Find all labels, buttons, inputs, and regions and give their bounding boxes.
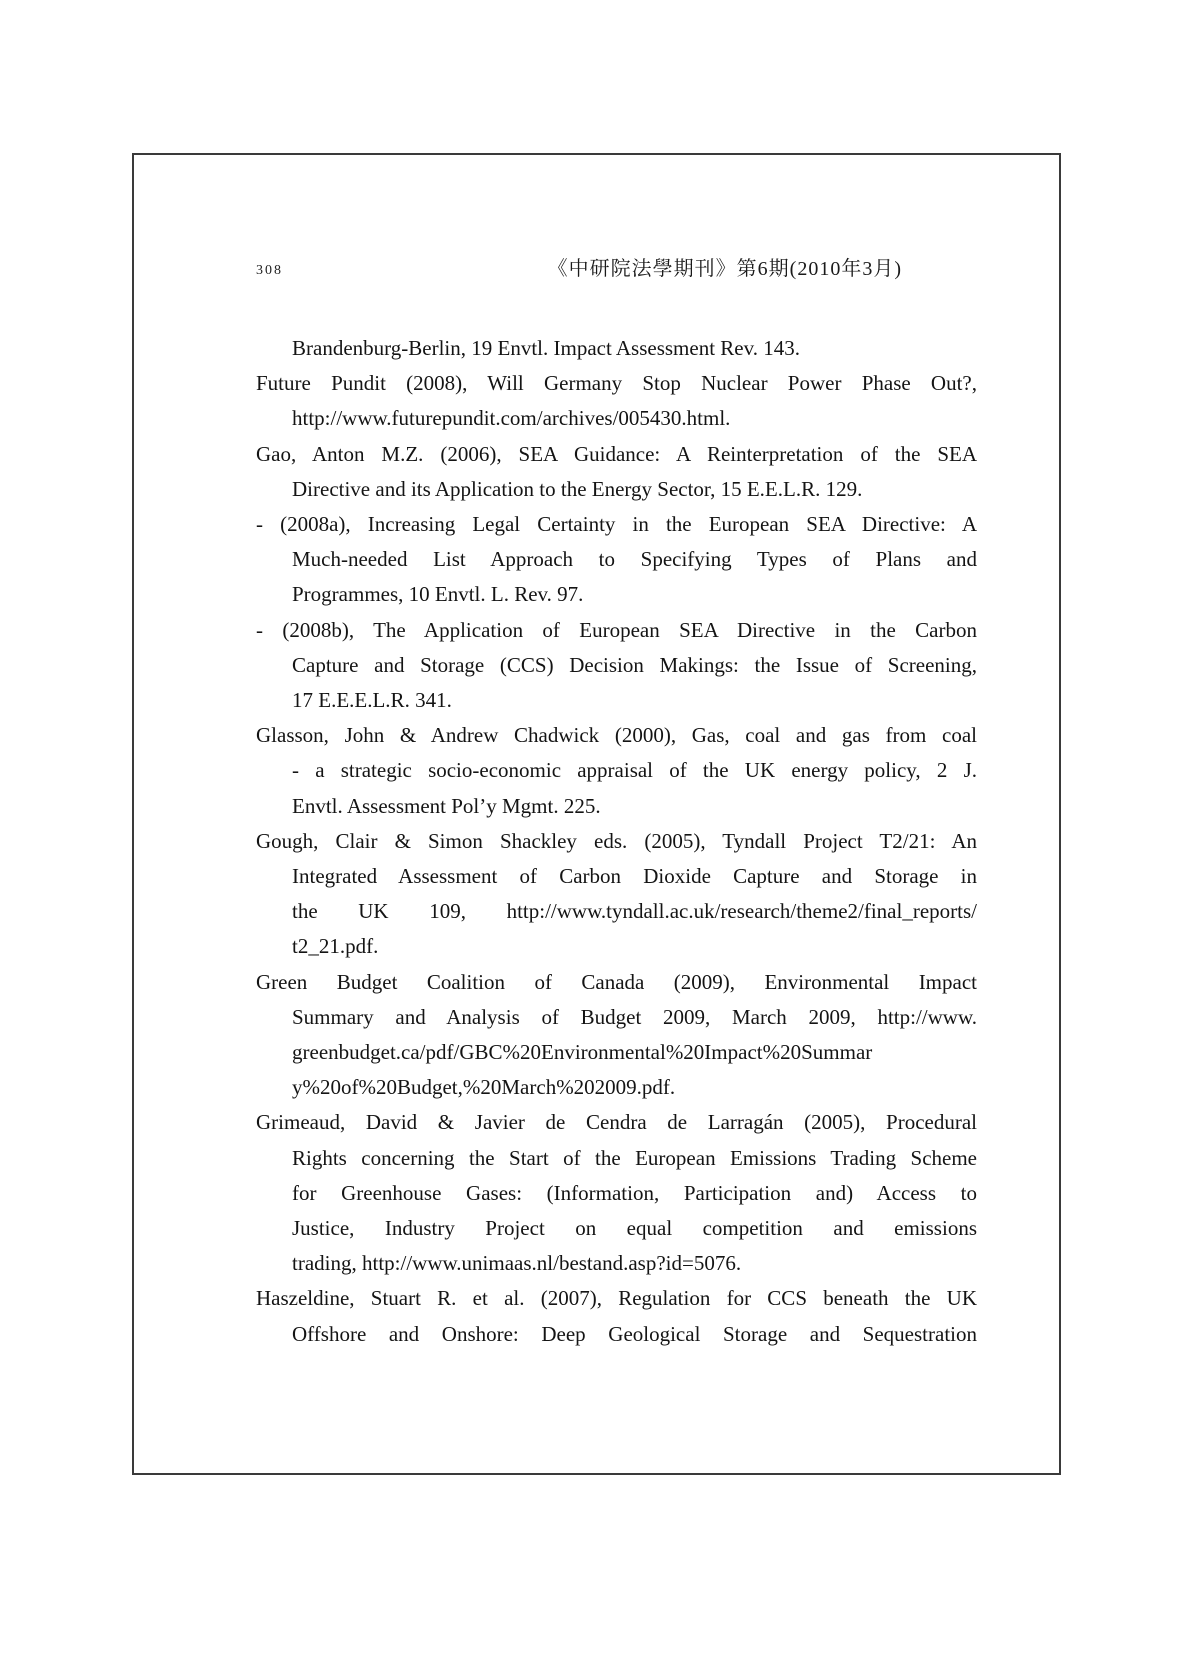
reference-line: Grimeaud, David & Javier de Cendra de Larragán (2005), Procedural bbox=[256, 1110, 977, 1135]
reference-line: for Greenhouse Gases: (Information, Participation and) Access to bbox=[292, 1180, 977, 1205]
page-border bbox=[132, 153, 1061, 1475]
reference-entry bbox=[256, 437, 977, 507]
reference-line: Rights concerning the Start of the European Emissions Trading Scheme bbox=[292, 1145, 977, 1170]
reference-entry bbox=[256, 507, 977, 613]
reference-line: Directive and its Application to the Energy Sector, 15 E.E.L.R. 129. bbox=[292, 476, 863, 501]
reference-line: Offshore and Onshore: Deep Geological Storage and Sequestration bbox=[292, 1321, 977, 1346]
journal-header: 《中研院法學期刊》第6期(2010年3月) bbox=[547, 258, 902, 280]
reference-entry bbox=[256, 718, 977, 824]
reference-line: Programmes, 10 Envtl. L. Rev. 97. bbox=[292, 582, 584, 607]
reference-line: Integrated Assessment of Carbon Dioxide Capture and Storage in bbox=[292, 864, 977, 889]
reference-line: y%20of%20Budget,%20March%202009.pdf. bbox=[292, 1075, 676, 1100]
reference-line: 17 E.E.E.L.R. 341. bbox=[292, 688, 452, 713]
reference-line: Glasson, John & Andrew Chadwick (2000), Gas, coal and gas from coal bbox=[256, 723, 977, 748]
reference-entry bbox=[256, 613, 977, 719]
reference-line: the UK 109, http://www.tyndall.ac.uk/research/theme2/final_reports/ bbox=[292, 899, 977, 924]
reference-line: Summary and Analysis of Budget 2009, March 2009, http://www. bbox=[292, 1004, 977, 1029]
reference-line: greenbudget.ca/pdf/GBC%20Environmental%20Impact%20Summar bbox=[292, 1040, 873, 1065]
reference-line: Envtl. Assessment Pol’y Mgmt. 225. bbox=[292, 793, 601, 818]
references-list bbox=[256, 331, 977, 1352]
reference-entry bbox=[256, 331, 977, 366]
reference-line: - (2008a), Increasing Legal Certainty in the European SEA Directive: A bbox=[256, 512, 977, 537]
reference-line: Brandenburg-Berlin, 19 Envtl. Impact Assessment Rev. 143. bbox=[292, 336, 801, 360]
reference-line: Justice, Industry Project on equal competition and emissions bbox=[292, 1216, 977, 1241]
reference-line: trading, http://www.unimaas.nl/bestand.asp?id=5076. bbox=[292, 1251, 742, 1276]
reference-entry bbox=[256, 965, 977, 1106]
reference-entry bbox=[256, 1281, 977, 1351]
reference-line: Capture and Storage (CCS) Decision Makings: the Issue of Screening, bbox=[292, 652, 977, 677]
reference-line: Haszeldine, Stuart R. et al. (2007), Regulation for CCS beneath the UK bbox=[256, 1286, 977, 1311]
reference-entry bbox=[256, 366, 977, 436]
reference-line: http://www.futurepundit.com/archives/005430.html. bbox=[292, 406, 731, 431]
page-number: 308 bbox=[256, 263, 283, 278]
reference-line: - a strategic socio-economic appraisal of the UK energy policy, 2 J. bbox=[292, 758, 977, 783]
reference-line: Gao, Anton M.Z. (2006), SEA Guidance: A Reinterpretation of the SEA bbox=[256, 441, 977, 466]
reference-line: - (2008b), The Application of European SEA Directive in the Carbon bbox=[256, 617, 977, 642]
reference-entry bbox=[256, 1105, 977, 1281]
reference-line: Future Pundit (2008), Will Germany Stop Nuclear Power Phase Out?, bbox=[256, 371, 977, 396]
reference-line: Much-needed List Approach to Specifying Types of Plans and bbox=[292, 547, 977, 572]
reference-line: Green Budget Coalition of Canada (2009), Environmental Impact bbox=[256, 969, 977, 994]
reference-line: Gough, Clair & Simon Shackley eds. (2005), Tyndall Project T2/21: An bbox=[256, 828, 977, 853]
reference-line: t2_21.pdf. bbox=[292, 934, 379, 959]
reference-entry bbox=[256, 824, 977, 965]
